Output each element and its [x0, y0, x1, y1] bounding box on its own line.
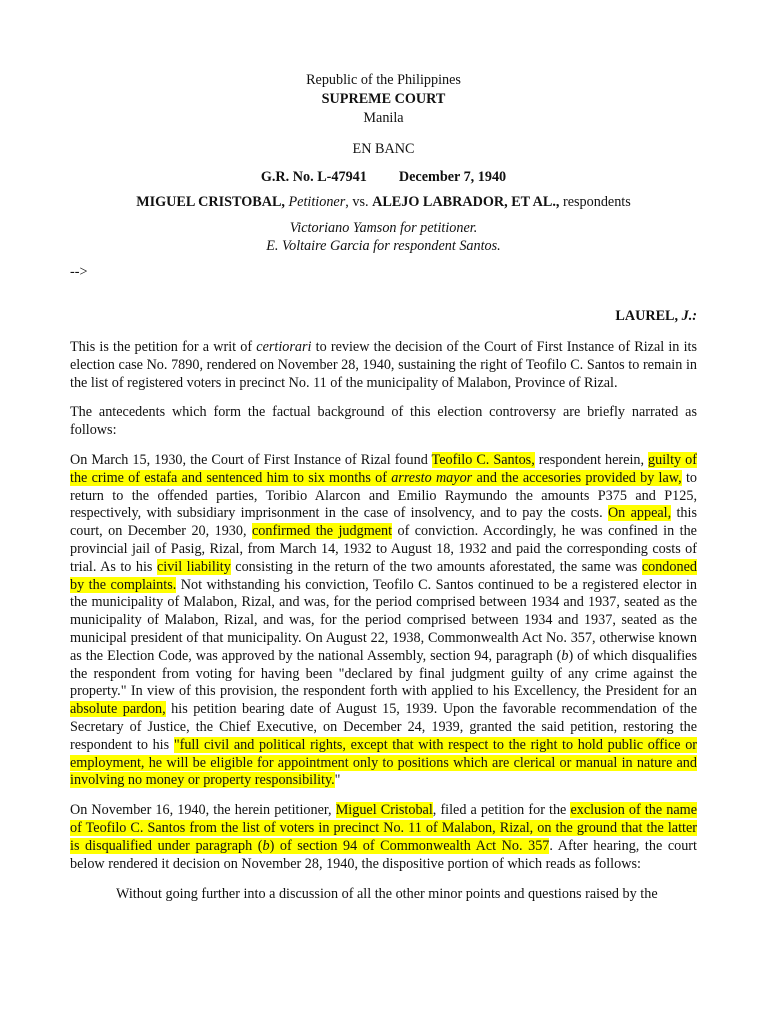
p3-paragraph-b: b: [561, 647, 569, 664]
highlight-civil-political-rights: "full civil and political rights, except that with respect to the right to hold public office or employment, he will be eligible for appointment only to positions which are clerical or manual in nature and involving no money or property responsibility.: [70, 736, 698, 789]
p3-text: to return to the offended parties, Toribio Alarcon and Emilio Raymundo the amounts P375 and P125, respectively, with subsidiary imprisonment in the case of insolvency, and to pay the costs.: [70, 469, 697, 522]
ponente-name: LAUREL,: [615, 308, 679, 324]
case-number: G.R. No. L-47941: [260, 169, 367, 185]
ponente-suffix: J.:: [681, 308, 697, 324]
court-city: Manila: [363, 110, 404, 126]
p3-text: ": [334, 772, 341, 789]
highlight-confirmed-judgment: confirmed the judgment: [251, 523, 393, 540]
respondents-name: ALEJO LABRADOR, ET AL.,: [372, 194, 560, 210]
p3-text: his petition bearing date of August 15, 1939. Upon the favorable recommendation of the Secretary of Justice, the Chief Executive, on December 24, 1939, granted the said petition, restoring the respondent to his: [70, 701, 697, 753]
p4-text: , filed a petition for the: [432, 802, 571, 819]
highlight-absolute-pardon: absolute pardon,: [70, 701, 166, 718]
p4-hl-text: exclusion of the name of Teofilo C. Santos from the list of voters in precinct No. 11 of Malabon, Rizal, on the ground that the latter is disqualified under paragraph (: [70, 802, 697, 854]
highlight-on-appeal: On appeal,: [607, 505, 672, 522]
p4-text: . After hearing, the court below rendered it decision on November 28, 1940, the dispositive portion of which reads as follows:: [70, 837, 697, 872]
highlight-respondent-name: Teofilo C. Santos,: [431, 451, 535, 468]
p3-hl-text: guilty of the crime of estafa and sentenced him to six months of: [70, 451, 697, 486]
petitioner-name: MIGUEL CRISTOBAL,: [136, 194, 285, 210]
case-parties: [70, 193, 697, 212]
republic-line: Republic of the Philippines: [306, 72, 461, 88]
p3-text: this court, on December 20, 1930,: [70, 505, 697, 540]
arrow-marker: -->: [70, 264, 88, 280]
paragraph-facts: [70, 452, 697, 790]
p4-hl-paragraph-b: b: [262, 837, 270, 854]
p3-text: ) of which disqualifies the respondent from voting for having been "declared by final judgment guilty of any crime against the property." In view of this provision, the respondent forth with applied to his Excellency, the President for an: [70, 647, 697, 700]
highlight-condoned: condoned by the complaints.: [70, 558, 697, 593]
counsel-block: [70, 219, 697, 255]
court-division: EN BANC: [352, 141, 415, 157]
p4-hl-text: ) of section 94 of Commonwealth Act No. 357: [269, 837, 550, 854]
counsel-respondent: E. Voltaire Garcia for respondent Santos.: [266, 238, 501, 254]
p1-text-c: to review the decision of the Court of First Instance of Rizal in its election case No. 7890, rendered on November 28, 1940, sustaining the right of Teofilo C. Santos to remain in the list of registered voters in precinct No. 11 of the municipality of Malabon, Province of Rizal.: [70, 339, 697, 391]
p1-certiorari: certiorari: [256, 339, 312, 355]
highlight-civil-liability: civil liability: [156, 558, 231, 575]
p4-text: On November 16, 1940, the herein petitioner,: [70, 802, 336, 819]
court-header: [70, 71, 697, 159]
court-name: SUPREME COURT: [321, 91, 446, 107]
quoted-decision: Without going further into a discussion of all the other minor points and questions raised by the: [116, 886, 658, 903]
document-page: [70, 0, 697, 904]
counsel-petitioner: Victoriano Yamson for petitioner.: [289, 220, 478, 236]
p1-text-a: This is the petition for a writ of: [70, 339, 257, 355]
paragraph-intro: [70, 339, 697, 392]
versus: , vs.: [345, 194, 369, 210]
p3-text: Not withstanding his conviction, Teofilo C. Santos continued to be a registered elector in the municipality of Malabon, Rizal, and was, for the period comprised between 1934 and 1937, seated as the municipality of Malabon, Rizal, and was, for the period comprised between 1934 and 1937, seated as the municipal president of that municipality. On August 22, 1938, Commonwealth Act No. 357, otherwise known as the Election Code, was approved by the national Assembly, section 94, paragraph (: [70, 576, 697, 664]
p3-hl-text: and the accesories provided by law,: [472, 469, 682, 486]
p3-hl-arresto-mayor: arresto mayor: [391, 469, 473, 486]
p3-text: of conviction. Accordingly, he was confined in the provincial jail of Pasig, Rizal, from March 14, 1932 to August 18, 1932 and paid the corresponding costs of trial. As to his: [70, 523, 697, 575]
respondents-role: respondents: [563, 194, 631, 210]
highlight-petitioner-name: Miguel Cristobal: [335, 802, 433, 819]
paragraph-antecedents: The antecedents which form the factual background of this election controversy are briefly narrated as follows:: [70, 404, 697, 439]
p3-text: consisting in the return of the two amounts aforestated, the same was: [230, 558, 642, 575]
case-number-line: [70, 168, 697, 187]
ponente: [70, 307, 697, 326]
petitioner-role: Petitioner: [288, 194, 346, 210]
p3-text: respondent herein,: [534, 451, 649, 468]
p3-text: On March 15, 1930, the Court of First Instance of Rizal found: [70, 451, 432, 468]
case-date: December 7, 1940: [398, 169, 507, 185]
paragraph-petition: [70, 802, 697, 873]
